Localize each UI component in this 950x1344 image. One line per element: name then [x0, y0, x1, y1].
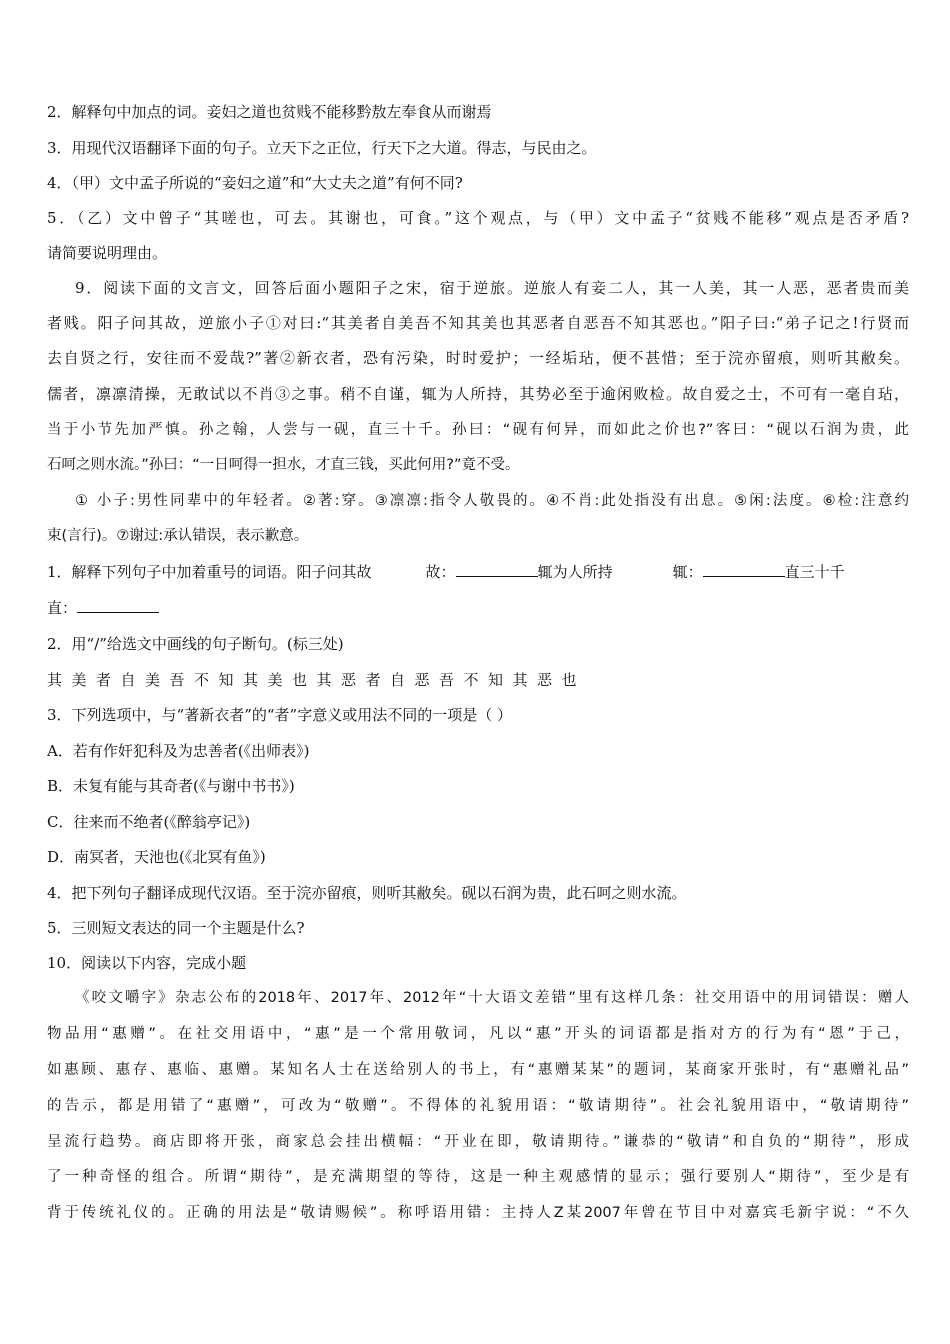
blank-zhe[interactable]: [703, 562, 785, 577]
blank-gu[interactable]: [456, 562, 538, 577]
option-b: B．未复有能与其奇者(《与谢中书书》): [47, 777, 295, 795]
question-2-a: 2．解释句中加点的词。妾妇之道也贫贱不能移黔敖左奉食从而谢焉: [47, 103, 492, 121]
question-5-a-cont: 请简要说明理由。: [47, 244, 168, 262]
question-9-4: 4．把下列句子翻译成现代汉语。至于浣亦留痕，则听其敝矣。砚以石润为贵，此石呵之则水流。: [47, 884, 687, 902]
passage-10-line-5: 呈流行趋势。商店即将开张，商家总会挂出横幅：“开业在即，敬请期待。”谦恭的“敬请”和自负的“期待”，形成: [47, 1134, 909, 1150]
passage-9-line-2: 者贱。阳子问其故，逆旅小子①对曰:“其美者自美吾不知其美也其恶者自恶吾不知其恶也。”阳子曰:“弟子记之!行贤而: [47, 314, 909, 332]
passage-10-line-3: 如惠顾、惠存、惠临、惠赠。某知名人士在送给别人的书上，有“惠赠某某”的题词，某商家开张时，有“惠赠礼品”: [47, 1062, 909, 1078]
option-a: A．若有作奸犯科及为忠善者(《出师表》): [47, 742, 310, 760]
footnotes-line-2: 束(言行)。⑦谢过:承认错误，表示歉意。: [47, 528, 309, 544]
question-5-a: 5．（乙）文中曾子“其嗟也，可去。其谢也，可食。”这个观点，与（甲）文中孟子“贫贱不能移”观点是否矛盾?: [47, 209, 909, 227]
footnotes-line-1: ① 小子:男性同辈中的年轻者。②著:穿。③凛凛:指令人敬畏的。④不肖:此处指没有出息。⑤闲:法度。⑥检:注意约: [75, 493, 909, 509]
passage-9-line-6: 石呵之则水流。”孙曰：“一日呵得一担水，才直三钱，买此何用?”竟不受。: [47, 457, 520, 473]
question-9-1: 1．解释下列句子中加着重号的词语。阳子问其故 故： 辄为人所持 辄： 直三十千: [47, 563, 845, 581]
question-10-heading: 10．阅读以下内容，完成小题: [47, 954, 247, 972]
question-9-2: 2．用“/”给选文中画线的句子断句。(标三处): [47, 635, 344, 653]
option-d: D．南冥者，天池也(《北冥有鱼》): [47, 848, 266, 866]
passage-10-line-2: 物品用“惠赠”。在社交用语中，“惠”是一个常用敬词，凡以“惠”开头的词语都是指对方的行为有“恩”于己，: [47, 1026, 909, 1042]
blank-zhi[interactable]: [77, 598, 159, 613]
passage-10-line-4: 的告示，都是用错了“惠赠”，可改为“敬赠”。不得体的礼貌用语：“敬请期待”。社会礼貌用语中，“敬请期待”: [47, 1098, 909, 1114]
passage-9-line-1: 9．阅读下面的文言文，回答后面小题阳子之宋，宿于逆旅。逆旅人有妾二人，其一人美，其一人恶，恶者贵而美: [75, 279, 909, 297]
passage-10-line-1: 《咬文嚼字》杂志公布的2018年、2017年、2012年“十大语文差错”里有这样几条：社交用语中的用词错误：赠人: [75, 990, 909, 1006]
passage-9-line-3: 去自贤之行，安往而不爱哉?”著②新衣者，恐有污染，时时爱护；一经垢玷，便不甚惜；至于浣亦留痕，则听其敝矣。: [47, 349, 909, 367]
passage-10-line-6: 了一种奇怪的组合。所谓“期待”，是充满期望的等待，这是一种主观感情的显示；强行要别人“期待”，至少是有: [47, 1169, 909, 1185]
question-3-a: 3．用现代汉语翻译下面的句子。立天下之正位，行天下之大道。得志，与民由之。: [47, 139, 597, 157]
question-9-2-sentence: 其美者自美吾不知其美也其恶者自恶吾不知其恶也: [47, 671, 587, 689]
passage-10-line-7: 背于传统礼仪的。正确的用法是“敬请赐候”。称呼语用错：主持人Z某2007年曾在节目中对嘉宾毛新宇说：“不久: [47, 1205, 909, 1221]
question-9-1-cont: 直：: [47, 598, 909, 618]
option-c: C．往来而不绝者(《醉翁亭记》): [47, 813, 251, 831]
question-4-a: 4．（甲）文中孟子所说的“妾妇之道”和“大丈夫之道”有何不同?: [47, 174, 463, 192]
passage-9-line-4: 儒者，凛凛清操，无敢试以不肖③之事。稍不自谨，辄为人所持，其势必至于逾闲败检。故自爱之士，不可有一毫自玷，: [47, 385, 909, 403]
question-9-5: 5．三则短文表达的同一个主题是什么?: [47, 919, 305, 937]
question-9-3: 3．下列选项中，与“著新衣者”的“者”字意义或用法不同的一项是（ ）: [47, 706, 512, 724]
passage-9-line-5: 当于小节先加严慎。孙之翰，人尝与一砚，直三十千。孙曰：“砚有何异，而如此之价也?”客曰：“砚以石润为贵，此: [47, 422, 909, 438]
